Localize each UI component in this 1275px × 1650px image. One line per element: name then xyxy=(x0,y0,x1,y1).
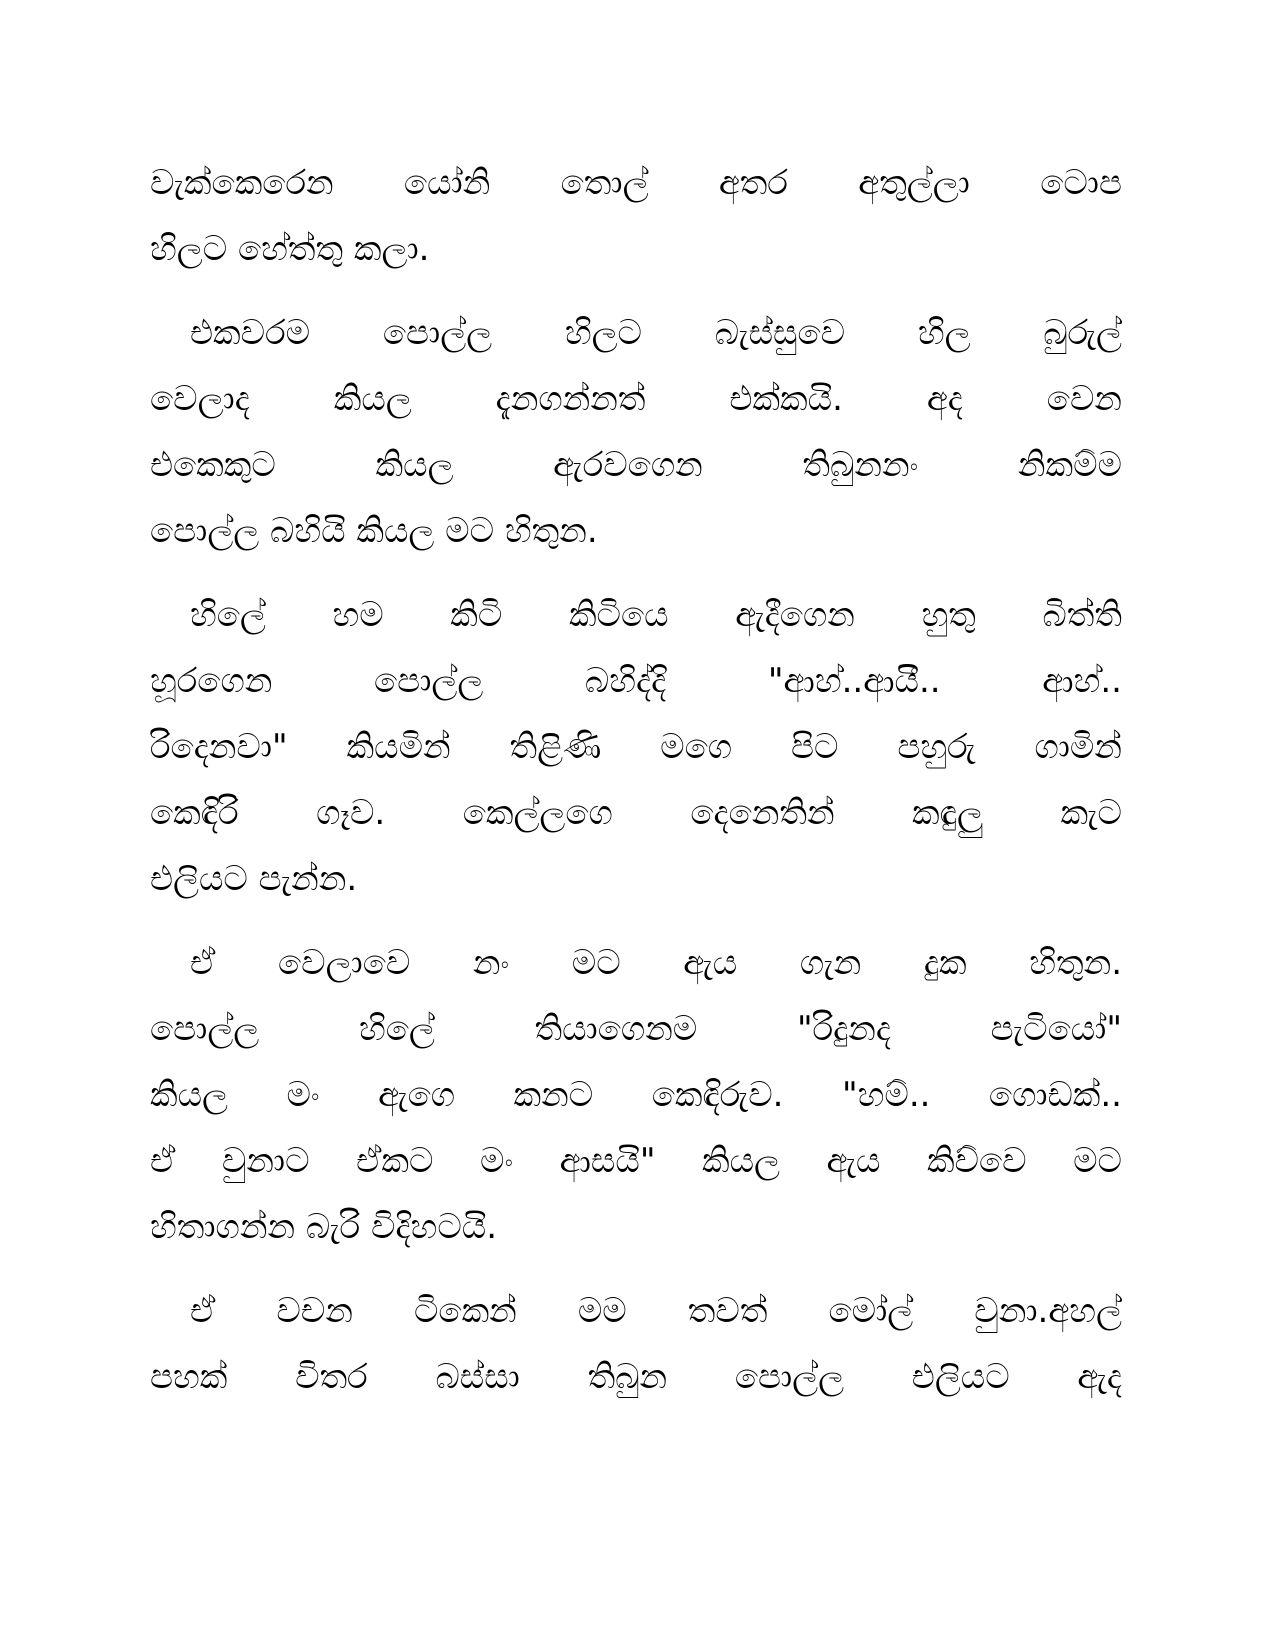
text-line: ඒ වචන ටිකෙන් මම තවත් මෝල් වුනා.අහල් xyxy=(190,1291,1122,1331)
text-line: පොල්ල බහියි කියල මට හිතුන. xyxy=(150,511,598,551)
paragraph-2 xyxy=(150,300,1122,564)
text-line: පහක් විතර බස්සා තිබුන පොල්ල එලියට ඇද xyxy=(150,1357,1122,1397)
paragraph-3 xyxy=(150,582,1122,912)
text-line: කියල මං ඇගෙ කනට කෙඳිරුව. "හම්.. ගොඩක්.. xyxy=(150,1075,1122,1115)
paragraph-5 xyxy=(150,1278,1122,1410)
text-line: ඒ වෙලාවෙ නං මට ඇය ගැන දුක හිතුන. xyxy=(190,943,1122,983)
text-line: ඒ වුනාට ඒකට මං ආසයි" කියල ඇය කිව්වෙ මට xyxy=(150,1141,1122,1181)
text-line: එකවරම පොල්ල හිලට බැස්සුවෙ හිල බුරුල් xyxy=(190,313,1122,353)
text-line: එකෙකුට කියල ඇරවගෙන තිබුනනං නිකම්ම xyxy=(150,445,1122,485)
text-line: හූරගෙන පොල්ල බහිද්දි "ආහ්..ආයී.. ආහ්.. xyxy=(150,661,1122,701)
text-line: පොල්ල හිලේ තියාගෙනම "රිදුනද පැටියෝ" xyxy=(150,1009,1122,1049)
text-line: එලියට පැන්න. xyxy=(150,859,358,899)
body-text xyxy=(150,150,1122,1428)
paragraph-1 xyxy=(150,150,1122,282)
text-line: රිදෙනවා" කියමින් තිළිණි මගෙ පිට පහුරු ගාමින් xyxy=(150,727,1122,767)
text-line: හිලේ හම කිටි කිටියෙ ඇදීගෙන හුතු බිත්ති xyxy=(190,595,1122,635)
paragraph-4 xyxy=(150,930,1122,1260)
text-line: හිලට හේත්තු කලා. xyxy=(150,229,430,269)
text-line: කෙඳිරි ගෑව. කෙල්ලගෙ දෙනෙතින් කඳුලු කැට xyxy=(150,793,1122,833)
text-line: හිතාගන්න බැරි විදිහටයි. xyxy=(150,1207,498,1247)
text-line: වෙලාද කියල දැනගන්නත් එක්කයි. අද වෙන xyxy=(150,379,1122,419)
text-line: වැක්කෙරෙන යෝනි තොල් අතර අතුල්ලා ටොප xyxy=(150,163,1122,203)
